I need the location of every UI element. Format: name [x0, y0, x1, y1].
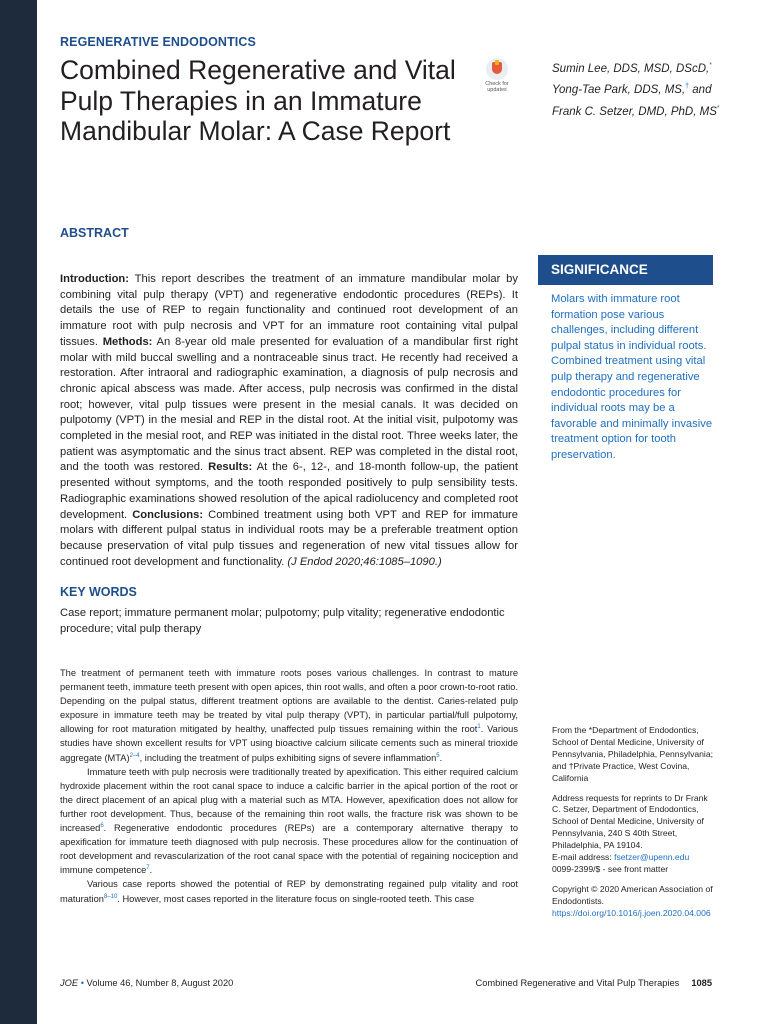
- reference-link[interactable]: 6: [100, 822, 104, 829]
- author-3-affiliation-mark[interactable]: *: [716, 104, 720, 112]
- methods-label: Methods:: [102, 335, 153, 348]
- significance-header-box: [538, 255, 713, 285]
- doi-link[interactable]: https://doi.org/10.1016/j.joen.2020.04.006: [552, 907, 711, 918]
- significance-text: Molars with immature root formation pose various challenges, including different pulpal status in individual roots. Combined treatment using vital pulp therapy and regenerative endodontic procedures for individual roots may be a favorable and minimally invasive treatment option for tooth preservation.: [551, 293, 713, 461]
- main-body-text: [60, 666, 518, 906]
- running-title: Combined Regenerative and Vital Pulp Therapies: [475, 978, 680, 988]
- correspondence-note: Address requests for reprints to Dr Frank C. Setzer, Department of Endodontics, School of Dental Medicine, University of Pennsylvania, 240 S 40th Street, Philadelphia, PA 19104. E-mail address: fsetzer@upenn.edu 0099-2399/$ - see front matter: [552, 792, 708, 874]
- article-notes: [552, 725, 714, 928]
- email-link[interactable]: fsetzer@upenn.edu: [614, 852, 690, 863]
- body-paragraph-2: Immature teeth with pulp necrosis were traditionally treated by apexification. This either required calcium hydroxide placement within the root canal space to induce a calcific barrier in the apical portion of the root or the direct placement of an apical plug with a material such as MTA. However, apexification does not allow for further root development. Thus, because of the remaining thin root walls, the fracture risk was shown to be increased$^6$. Regenerative endodontic procedures (REPs) are a contemporary alternative therapy to apexification for immature teeth diagnosed with pulp necrosis. These procedures allow for the continuation of root development and revascularization of the root canal space with the potential of regaining nociception and immune competence$^7$.: [60, 766, 518, 876]
- results-label: Results:: [208, 461, 253, 474]
- affiliation-note: From the *Department of Endodontics, School of Dental Medicine, University of Pennsylvania, Philadelphia, Pennsylvania; and †Private Practice, West Covina, California: [552, 725, 713, 783]
- reference-link[interactable]: 2–4: [129, 752, 140, 759]
- crossmark-icon: [486, 58, 508, 80]
- author-list: [552, 57, 752, 121]
- issn-note: 0099-2399/$ - see front matter: [552, 863, 669, 874]
- badge-label: Check for updates: [485, 81, 509, 93]
- reference-link[interactable]: 5: [436, 752, 440, 759]
- footer-journal-info: [60, 978, 233, 988]
- conclusions-label: Conclusions:: [132, 508, 204, 521]
- copyright-note: Copyright © 2020 American Association of Endodontists. https://doi.org/10.1016/j.joen.2020.04.006: [552, 883, 713, 918]
- section-label: REGENERATIVE ENDODONTICS: [60, 35, 256, 49]
- footer-bullet: •: [80, 978, 84, 988]
- check-for-updates-badge[interactable]: [478, 58, 516, 96]
- body-paragraph-1: The treatment of permanent teeth with immature roots poses various challenges. In contrast to mature permanent teeth, immature teeth present with open apices, thin root walls, and often a poor crown-to-root ratio. Depending on the pulpal status, different treatment options are available to the dentist. Caries-related pulp exposure in immature teeth may be treated by vital pulp therapy (VPT), in particular partial/full pulpotomy, allowing for root maturation mitigated by healthy, unaffected pulp tissues remaining within the root$^1$. Various studies have shown excellent results for VPT using bioactive calcium silicate cements such as mineral trioxide aggregate (MTA)$^{2-4}$, including the treatment of pulps exhibiting signs of severe inflammation$^5$.: [60, 668, 519, 763]
- article-title: Combined Regenerative and Vital Pulp Therapies in an Immature Mandibular Molar: A Case Report: [60, 55, 456, 146]
- author-2: Yong-Tae Park, DDS, MS,† and: [552, 83, 712, 97]
- keywords-text: Case report; immature permanent molar; pulpotomy; pulp vitality; regenerative endodontic procedure; vital pulp therapy: [60, 607, 505, 635]
- abstract-citation: (J Endod 2020;46:1085–1090.): [287, 555, 442, 568]
- author-2-affiliation-mark[interactable]: †: [685, 83, 690, 91]
- abstract-heading: ABSTRACT: [60, 226, 129, 240]
- author-3: Frank C. Setzer, DMD, PhD, MS*: [552, 104, 720, 118]
- journal-name: JOE: [60, 978, 79, 988]
- keywords-heading: KEY WORDS: [60, 585, 137, 599]
- author-1: Sumin Lee, DDS, MSD, DScD,*: [552, 62, 712, 75]
- reference-link[interactable]: 1: [477, 724, 481, 731]
- journal-issue: Volume 46, Number 8, August 2020: [83, 978, 234, 988]
- author-1-affiliation-mark[interactable]: *: [709, 62, 712, 69]
- significance-heading: SIGNIFICANCE: [551, 262, 648, 277]
- page-number: 1085: [691, 978, 712, 988]
- footer-running-head: [476, 978, 713, 988]
- reference-link[interactable]: 8–10: [103, 893, 118, 900]
- left-color-bar: [0, 0, 37, 1024]
- abstract-text: Introduction: This report describes the treatment of an immature mandibular molar by combining vital pulp therapy (VPT) and regenerative endodontic procedures (REPs). It details the use of REP to regain functionality and continued root development of an immature root with pulp necrosis and VPT for an immature root containing vital pulpal tissues. Methods: An 8-year old male presented for evaluation of a mandibular first right molar with mild buccal swelling and a nontraceable sinus tract. He recently had received a restoration. After intraoral and radiographic examination, a diagnosis of pulp necrosis and chronic apical abscess was made. After access, pulp necrosis was confirmed in the distal root; however, vital pulp tissues were present in the mesial canals. It was decided on pulpotomy (VPT) in the mesial and REP in the distal root. At the initial visit, pulpotomy was completed in the mesial root, and REP was initiated in the distal root. Three weeks later, the patient was asymptomatic and the sinus tract absent. REP was completed in the distal root, and the tooth was restored. Results: At the 6-, 12-, and 18-month follow-up, the patient presented without symptoms, and the tooth responded positively to pulp sensibility tests. Radiographic examinations showed resolution of the apical radiolucency and completed root development. Conclusions: Combined treatment using both VPT and REP for immature molars with different pulpal status in individual roots may be a preferable treatment option because preservation of vital pulp tissues and regeneration of new vital tissues allow for continued root development and functionality. (J Endod 2020;46:1085–1090.): [60, 273, 519, 568]
- reference-link[interactable]: 7: [146, 865, 150, 872]
- intro-label: Introduction:: [60, 273, 129, 285]
- body-paragraph-3: Various case reports showed the potential of REP by demonstrating regained pulp vitality and root maturation$^{8-10}$. However, most cases reported in the literature focus on single-rooted teeth. This case: [60, 879, 518, 904]
